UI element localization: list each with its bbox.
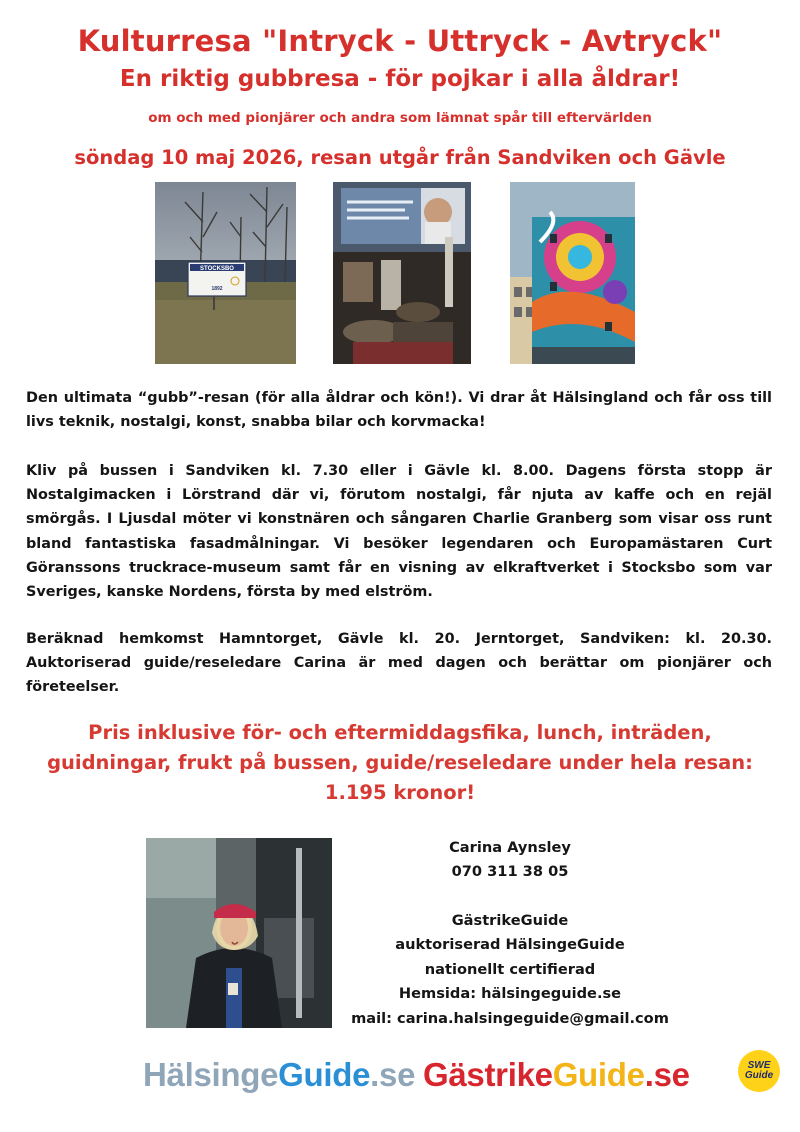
truck-museum-photo — [333, 182, 471, 364]
flyer-title: Kulturresa "Intryck - Uttryck - Avtryck" — [77, 24, 723, 58]
swe-guide-badge: SWE Guide — [738, 1050, 780, 1092]
price-line-2: guidningar, frukt på bussen, guide/reseledare under hela resan: — [47, 751, 753, 774]
flyer-tagline: om och med pionjärer och andra som lämnat spår till eftervärlden — [148, 110, 652, 126]
facade-mural-photo — [510, 182, 635, 364]
company-email[interactable]: mail: carina.halsingeguide@gmail.com — [351, 1009, 669, 1027]
flyer-date-line: söndag 10 maj 2026, resan utgår från Sandviken och Gävle — [74, 146, 726, 169]
itinerary-paragraph: Kliv på bussen i Sandviken kl. 7.30 eller i Gävle kl. 8.00. Dagens första stopp är Nostalgimacken i Lörstrand där vi, förutom nostalgi, får njuta av kaffe och en rejäl smörgås. I Ljusdal möter vi konstnären och sångaren Charlie Granberg som visar oss runt bland fantastiska fasadmålningar. Vi besöker legendaren och Europamästaren Curt Göranssons truckrace-museum samt får en visning av elkraftverket i Stocksbo som var Sveriges, kanske Nordens, första by med elström. — [26, 463, 772, 601]
price-amount: 1.195 kronor! — [324, 781, 476, 804]
gastrikeguide-logo[interactable]: GästrikeGuide.se — [423, 1056, 690, 1093]
company-name: GästrikeGuide — [451, 912, 569, 929]
company-website[interactable]: Hemsida: hälsingeguide.se — [398, 985, 622, 1003]
company-role-authorized: auktoriserad HälsingeGuide — [395, 936, 625, 954]
stocksbo-sign-photo — [155, 182, 296, 364]
company-role-certified: nationellt certifierad — [424, 960, 596, 978]
return-paragraph: Beräknad hemkomst Hamntorget, Gävle kl. 20. Jerntorget, Sandviken: kl. 20.30. Auktoriserad guide/reseledare Carina är med dagen och berättar om pionjärer och företeelser. — [26, 631, 772, 696]
guide-portrait-photo — [146, 838, 332, 1028]
contact-name: Carina Aynsley — [449, 839, 571, 856]
sign-text-stocksbo: STOCKSBO — [200, 266, 234, 272]
sign-text-year: 1892 — [211, 286, 223, 292]
contact-person — [340, 836, 680, 885]
halsingeguide-logo[interactable]: HälsingeGuide.se — [143, 1056, 416, 1093]
flyer-subtitle: En riktig gubbresa - för pojkar i alla åldrar! — [119, 66, 681, 92]
intro-paragraph: Den ultimata “gubb”-resan (för alla åldrar och kön!). Vi drar åt Hälsingland och får oss till livs teknik, nostalgi, konst, snabba bilar och korvmacka! — [26, 390, 772, 431]
contact-phone[interactable]: 070 311 38 05 — [451, 863, 569, 881]
contact-company — [340, 909, 680, 1031]
price-line-1: Pris inklusive för- och eftermiddagsfika, lunch, inträden, — [88, 721, 712, 744]
